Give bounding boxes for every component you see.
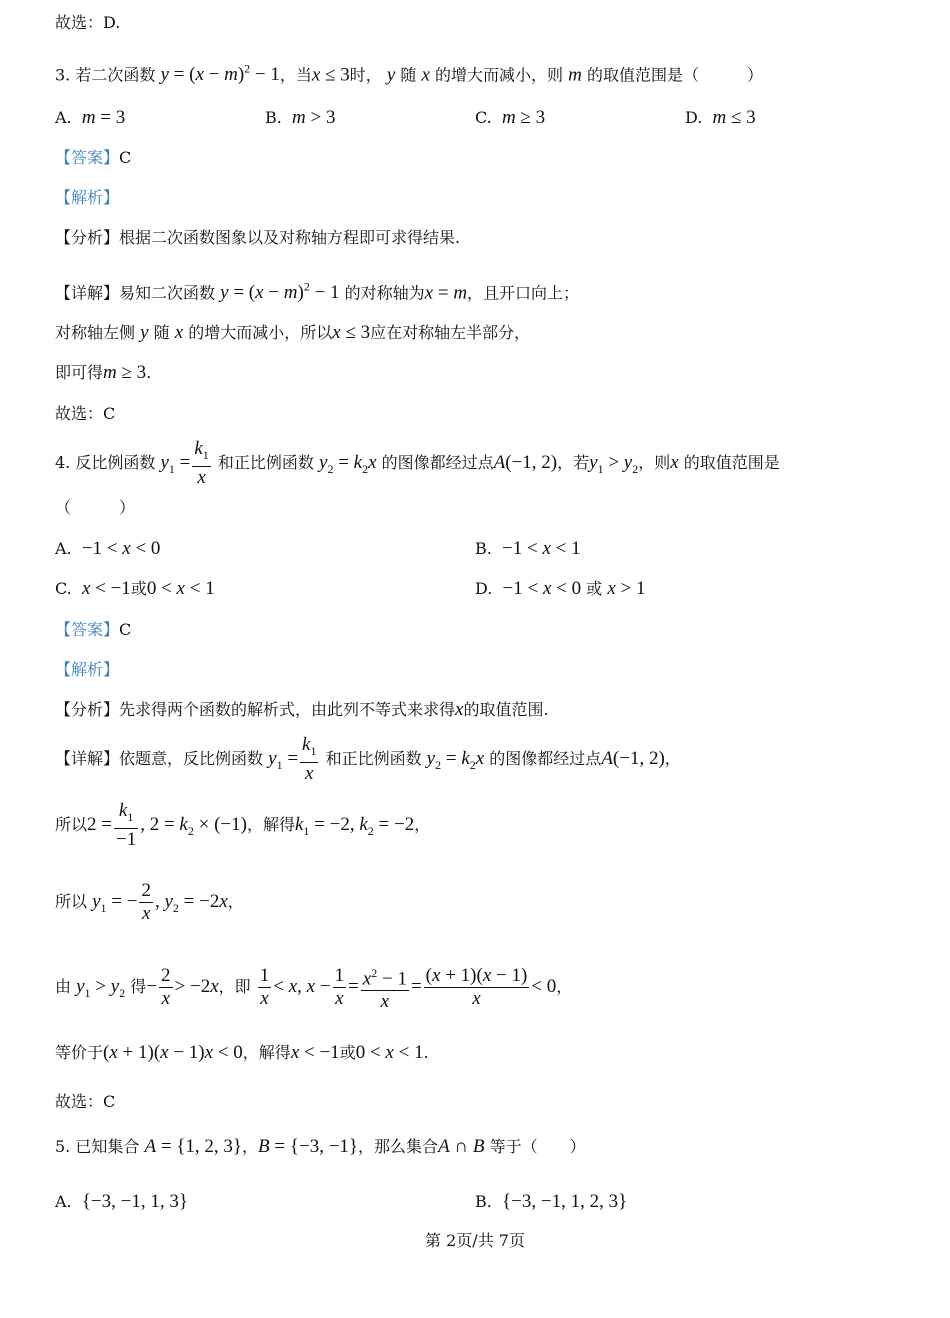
q3-xiangjie-2: 对称轴左侧 y 随 x 的增大而减小，所以x ≤ 3应在对称轴左半部分， <box>55 322 531 343</box>
previous-answer: 故选：D. <box>55 13 121 32</box>
q3-xiangjie-3: 即可得m ≥ 3. <box>55 362 152 383</box>
q3-option-c: C. m ≥ 3 <box>475 107 546 128</box>
q4-final: 故选：C <box>55 1092 116 1111</box>
q3-final: 故选：C <box>55 404 116 423</box>
q3-answer: 【答案】C <box>55 148 132 167</box>
q4-answer: 【答案】C <box>55 620 132 639</box>
q4-stem: 4. 反比例函数 $y_1$ = $\frac{k_1}{x}$ 和正比例函数 $y_2 = k_2x$ 的图像都经过点A(−1, 2)，若$y_1 > y_2$，则x 的取值范围是 <box>55 438 780 488</box>
q4-line-3: 所以 $y_1$ = − $\frac{2}{x}$ , $y_2 = -2x$， <box>55 880 244 924</box>
q3-option-d: D. m ≤ 3 <box>685 107 756 128</box>
q4-line-2: 所以2 = $\frac{k_1}{-1}$ , $2 = k_2 \times (-1)$，解得$k_1 = -2$, $k_2 = -2$， <box>55 800 431 850</box>
q4-analysis-tag: 【解析】 <box>55 660 120 679</box>
q4-paren: （ ） <box>55 498 136 517</box>
q3-xiangjie-1: 【详解】易知二次函数 $y = (x - m)^2 - 1$ 的对称轴为x = m，且开口向上； <box>55 280 580 304</box>
q4-line-5: 等价于(x + 1)(x − 1)x < 0，解得x < −1或0 < x < 1. <box>55 1042 429 1063</box>
q5-stem: 5. 已知集合 A = {1, 2, 3}，B = {−3, −1}，那么集合A ∩ B 等于（ ） <box>55 1136 586 1157</box>
q3-stem: 3. 若二次函数 $y = (x - m)^2 - 1$，当x ≤ 3时， y 随 x 的增大而减小，则 m 的取值范围是（ ） <box>55 62 763 86</box>
q3-fenxi: 【分析】根据二次函数图象以及对称轴方程即可求得结果. <box>55 228 461 247</box>
q5-option-b: B. {−3, −1, 1, 2, 3} <box>475 1191 628 1212</box>
page-footer: 第 2页/共 7页 <box>425 1231 525 1250</box>
q3-option-a: A. m = 3 <box>55 107 126 128</box>
q4-fenxi: 【分析】先求得两个函数的解析式，由此列不等式来求得x的取值范围. <box>55 699 549 720</box>
q4-line-4: 由 $y_1 > y_2$ 得− $\frac{2}{x}$ > −2x，即 $\frac{1}{x}$ < x, x − $\frac{1}{x}$ = $\frac{x^2 - 1}{x}$ = $\frac{(x + 1)(x - 1)}{x}$ < 0， <box>55 962 572 1013</box>
q3-option-b: B. m > 3 <box>265 107 336 128</box>
q5-option-a: A. {−3, −1, 1, 3} <box>55 1191 188 1212</box>
q4-option-d: D. −1 < x < 0 或 x > 1 <box>475 578 646 599</box>
q3-analysis-tag: 【解析】 <box>55 188 120 207</box>
q4-option-a: A. −1 < x < 0 <box>55 538 161 559</box>
q4-xiangjie-1: 【详解】依题意，反比例函数 $y_1$ = $\frac{k_1}{x}$ 和正比例函数 $y_2 = k_2x$ 的图像都经过点A(−1, 2)， <box>55 734 681 784</box>
q4-option-c: C. x < −1或0 < x < 1 <box>55 578 215 599</box>
q4-option-b: B. −1 < x < 1 <box>475 538 581 559</box>
